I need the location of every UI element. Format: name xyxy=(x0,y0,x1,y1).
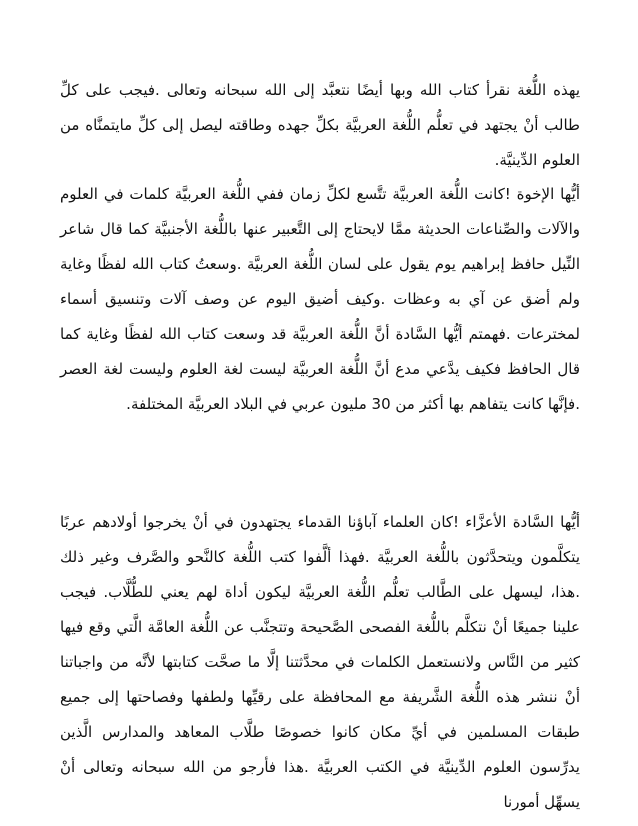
paragraph-intro: يهذه اللُّغة نقرأ كتاب الله وبها أيضًا نتعبَّد إلى الله سبحانه وتعالى .فيجب على كلِّ طالب أنْ يجتهد في تعلُّم اللُّغة العربيَّة بكلِّ جهده وطاقته ليصل إلى كلِّ مايتمنَّاه من العلوم الدِّينيَّة. xyxy=(60,81,580,169)
paragraph-language-breadth: أيُّها الإخوة !كانت اللُّغة العربيَّة تتَّسع لكلِّ زمان ففي اللُّغة العربيَّة كلمات في العلوم والآلات والصِّناعات الحديثة ممَّا لايحتاج إلى التَّعبير عنها باللُّغة الأجنبيَّة كما قال شاعر النِّيل حافظ إبراهيم يوم يقول على لسان اللُّغة العربيَّة .وسعتُ كتاب الله لفظًا وغاية ولم أضق عن آي به وعظات .وكيف أضيق اليوم عن وصف آلات وتنسيق أسماء لمخترعات .فهمتم أيُّها السَّادة أنَّ اللُّغة العربيَّة قد وسعت كتاب الله لفظًا وغاية كما قال الحافظ فكيف يدَّعي مدع أنَّ اللُّغة العربيَّة ليست لغة العلوم وليست لغة العصر .فإنَّها كانت يتفاهم بها أكثر من 30 مليون عربي في البلاد العربيَّة المختلفة. xyxy=(60,185,580,413)
paragraph-scholars: أيُّها السَّادة الأعزَّاء !كان العلماء آباؤنا القدماء يجتهدون في أنْ يخرجوا أولادهم عربًا يتكلَّمون ويتحدَّثون باللُّغة العربيَّة .فهذا ألَّفوا كتب اللُّغة كالنَّحو والصَّرف وغير ذلك .هذا، ليسهل على الطَّالب تعلُّم اللُّغة العربيَّة ليكون أداة لهم يعني للطُّلَّاب. فيجب علينا جميعًا أنْ نتكلَّم باللُّغة الفصحى الصَّحيحة وتتجنَّب عن اللُّغة العامَّة الَّتي وقع فيها كثير من النَّاس ولانستعمل الكلمات في محدَّثتنا إلَّا ما صحَّت كتابتها لأنَّه من واجباتنا أنْ ننشر هذه اللُّغة الشَّريفة مع المحافظة على رقيِّها ولطفها وفصاحتها إلى جميع طبقات المسلمين في أيِّ مكان كانوا خصوصًا طلَّاب المعاهد والمدارس الَّذين يدرِّسون العلوم الدِّينيَّة في الكتب العربيَّة .هذا فأرجو من الله سبحانه وتعالى أنْ يسهِّل أمورنا xyxy=(60,513,580,811)
